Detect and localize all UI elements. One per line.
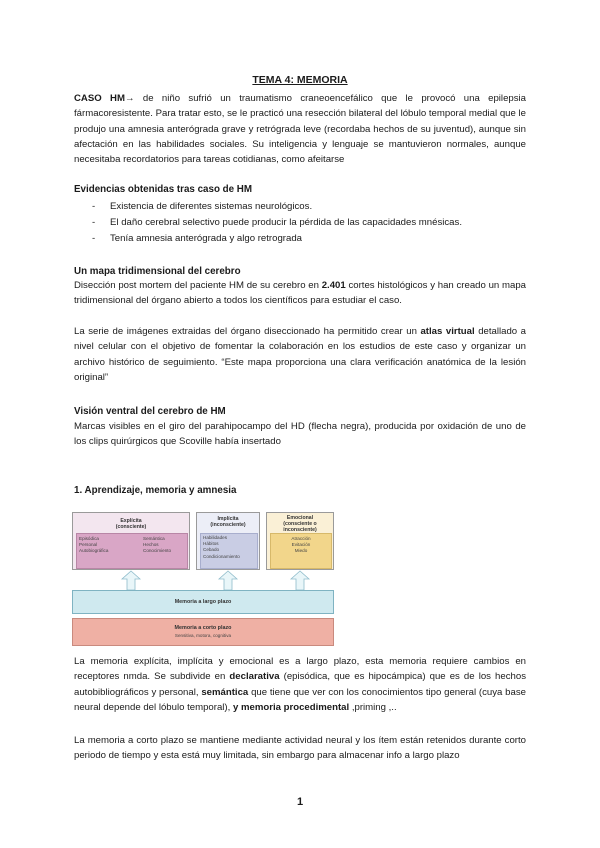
list-item-text: El daño cerebral selectivo puede producir la pérdida de las capacidades mnésicas. (110, 217, 462, 228)
mapa-bold: 2.401 (321, 280, 346, 291)
diagram-item: Personal (79, 542, 98, 548)
corto-plazo-paragraph: La memoria a corto plazo se mantiene mediante actividad neural y los ítem están retenidos durante corto periodo de tiempo y esta está muy limitada, sin embargo para almacenar info a largo plazo (74, 735, 526, 762)
stm-title: Memoria a corto plazo (174, 625, 232, 631)
evidencias-heading: Evidencias obtenidas tras caso de HM (74, 184, 253, 195)
evidencias-list (92, 199, 522, 247)
arrow-up-icon (291, 571, 309, 590)
section-1-heading: 1. Aprendizaje, memoria y amnesia (74, 485, 237, 496)
mapa-text-1: Disección post mortem del paciente HM de su cerebro en (74, 280, 322, 291)
explicita-bold-1: declarativa (229, 671, 280, 683)
serie-text-1: La serie de imágenes extraidas del órgano diseccionado ha permitido crear un (74, 326, 421, 337)
short-term-memory-box (72, 618, 334, 646)
arrow-up-icon (219, 571, 237, 590)
diagram-item: Miedo (294, 548, 308, 554)
diagram-item: Autobiográfica (79, 548, 109, 554)
diagram-item: Cebado (203, 547, 220, 553)
list-item (92, 215, 522, 231)
serie-paragraph (74, 324, 526, 385)
implicit-title: Implícita (inconsciente) (210, 516, 246, 528)
diagram-item: Semántica (143, 536, 165, 541)
explicita-text-1: La memoria explícita, implícita y emocional es a largo plazo, esta memoria requiere cambios en receptores nmda. Se subdivide en (74, 656, 526, 683)
ltm-label: Memoria a largo plazo (174, 599, 232, 605)
explicit-title: Explícita (consciente) (115, 518, 147, 530)
explicita-text-2: (episódica, que es hipocámpica) que es de los hechos autobibliográficos y personal, (74, 671, 526, 698)
page-number: 1 (296, 796, 304, 808)
vision-paragraph: Marcas visibles en el giro del parahipocampo del HD (flecha negra), producida por oxidación de uno de los clips quirúrgicos que Scoville había insertado (74, 421, 526, 448)
mapa-paragraph (74, 278, 526, 309)
diagram-item: Conocimiento (143, 548, 172, 554)
explicita-bold-2: semántica (201, 686, 249, 698)
diagram-item: Atracción (291, 536, 311, 541)
arrow-glyph: → (124, 93, 135, 104)
diagram-item: Hechos (143, 542, 159, 548)
explicita-text-4: ,priming ,.. (349, 701, 397, 713)
dash-bullet: - (92, 201, 96, 212)
page-title: TEMA 4: MEMORIA (252, 74, 348, 86)
list-item (92, 231, 522, 247)
arrows-graphic (72, 512, 334, 592)
explicita-text-3: que tiene que ver con los conocimientos tipo general (cuya base neural depende del lóbulo temporal), (74, 686, 526, 713)
serie-text-2: detallado a nivel celular con el objetivo de fomentar la colaboración en los estudios de este caso y organizar un archivo histórico de seguimiento. “Este mapa proporciona una clara verificación anatómica de la lesión original” (74, 326, 527, 383)
serie-bold: atlas virtual (420, 326, 475, 337)
diagram-item: Evitación (291, 542, 311, 548)
caso-hm-paragraph (74, 91, 526, 167)
dash-bullet: - (92, 233, 96, 244)
explicita-paragraph (74, 654, 526, 715)
arrow-up-icon (122, 571, 140, 590)
explicita-bold-3: y memoria procedimental (232, 701, 350, 713)
diagram-item: Hábitos (203, 541, 219, 547)
emotional-title: Emocional (consciente o inconsciente) (283, 515, 317, 533)
diagram-item: Condicionamiento (203, 553, 240, 559)
vision-heading: Visión ventral del cerebro de HM (74, 406, 226, 417)
caso-hm-label: CASO HM (74, 93, 125, 104)
diagram-item: Habilidades (203, 535, 228, 540)
long-term-memory-box (72, 590, 334, 614)
list-item (92, 199, 522, 215)
mapa-heading: Un mapa tridimensional del cerebro (74, 266, 241, 277)
list-item-text: Existencia de diferentes sistemas neurológicos. (110, 201, 313, 212)
caso-hm-text: de niño sufrió un traumatismo craneoencefálico que le provocó una epilepsia fármacoresistente. Para tratar esto, se le practicó una resección bilateral del lóbulo temporal medial que le produjo una amnesia anterógrada grave y retrógrada leve (recordaba hechos de su juventud), aunque sin afectación en las habilidades sociales. Su inteligencia y lenguaje se mantuvieron normales, aunque necesitaba recordatorios para tareas cotidianas, como afeitarse (74, 93, 527, 166)
memory-types-diagram (72, 512, 334, 646)
stm-subtitle: Sensitiva, motora, cognitiva (174, 633, 232, 638)
diagram-item: Episódica (79, 536, 99, 541)
list-item-text: Tenía amnesia anterógrada y algo retrograda (110, 233, 302, 244)
dash-bullet: - (92, 217, 96, 228)
mapa-text-2: cortes histológicos y han creado un mapa tridimensional del órgano abierto a todos los científicos para estudiar el caso. (74, 280, 526, 307)
